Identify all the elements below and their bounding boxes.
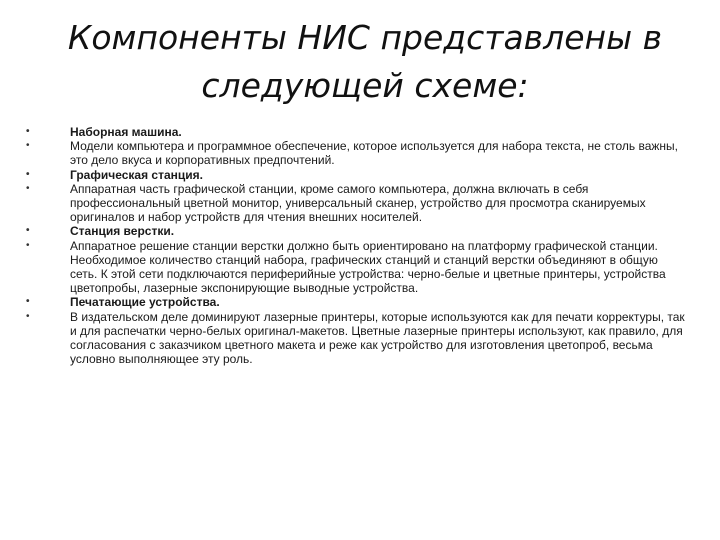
bullet-text: В издательском деле доминируют лазерные принтеры, которые используются как для печати корректуры, так и для распечатки черно-белых оригинал-макетов. Цветные лазерные принтеры используют, как правило, для согласования с заказчиком цветного макета и реже как устройство для изготовления цветопроб, весьма условно выполняющее эту роль. [70, 309, 685, 367]
bullet-item-graphics-station [26, 168, 686, 182]
bullet-text: Станция верстки. [70, 224, 175, 239]
bullet-dot-icon: • [26, 140, 30, 152]
bullet-text: Модели компьютера и программное обеспечение, которое используется для набора текста, не столь важны, это дело вкуса и корпоративных предпочтений. [70, 139, 679, 168]
bullet-dot-icon: • [26, 126, 30, 137]
bullet-item-typesetting-machine [26, 125, 686, 139]
bullet-dot-icon: • [26, 310, 30, 322]
bullet-item-printing-devices [26, 295, 686, 309]
bullet-dot-icon: • [26, 296, 30, 308]
bullet-item-graphics-description [26, 182, 686, 225]
bullet-text: Наборная машина. [70, 125, 182, 139]
bullet-item-printing-description [26, 310, 686, 367]
bullet-item-layout-description [26, 239, 686, 296]
bullet-text: Графическая станция. [70, 167, 203, 182]
slide-title-line-1: Компоненты НИС представлены в [67, 18, 663, 57]
bullet-item-typesetting-description [26, 139, 686, 167]
slide-title [40, 14, 690, 110]
bullet-text: Печатающие устройства. [70, 295, 220, 310]
bullet-text: Аппаратная часть графической станции, кроме самого компьютера, должна включать в себя профессиональный цветной монитор, универсальный сканер, устройство для просмотра сканируемых оригиналов и набор устройств для чтения внешних носителей. [70, 181, 646, 225]
bullet-dot-icon: • [26, 182, 30, 194]
bullet-item-layout-station [26, 224, 686, 238]
slide-title-line-2: следующей схеме: [201, 66, 529, 105]
bullet-dot-icon: • [26, 239, 30, 251]
bullet-dot-icon: • [26, 225, 30, 237]
bullet-list [26, 125, 686, 366]
bullet-dot-icon: • [26, 168, 30, 180]
bullet-text: Аппаратное решение станции верстки должно быть ориентировано на платформу графической станции. Необходимое количество станций набора, графических станций и станций верстки объединяют в общую сеть. К этой сети подключаются периферийные устройства: черно-белые и цветные принтеры, устройства цветопробы, лазерные экспонирующие выводные устройства. [70, 238, 666, 296]
